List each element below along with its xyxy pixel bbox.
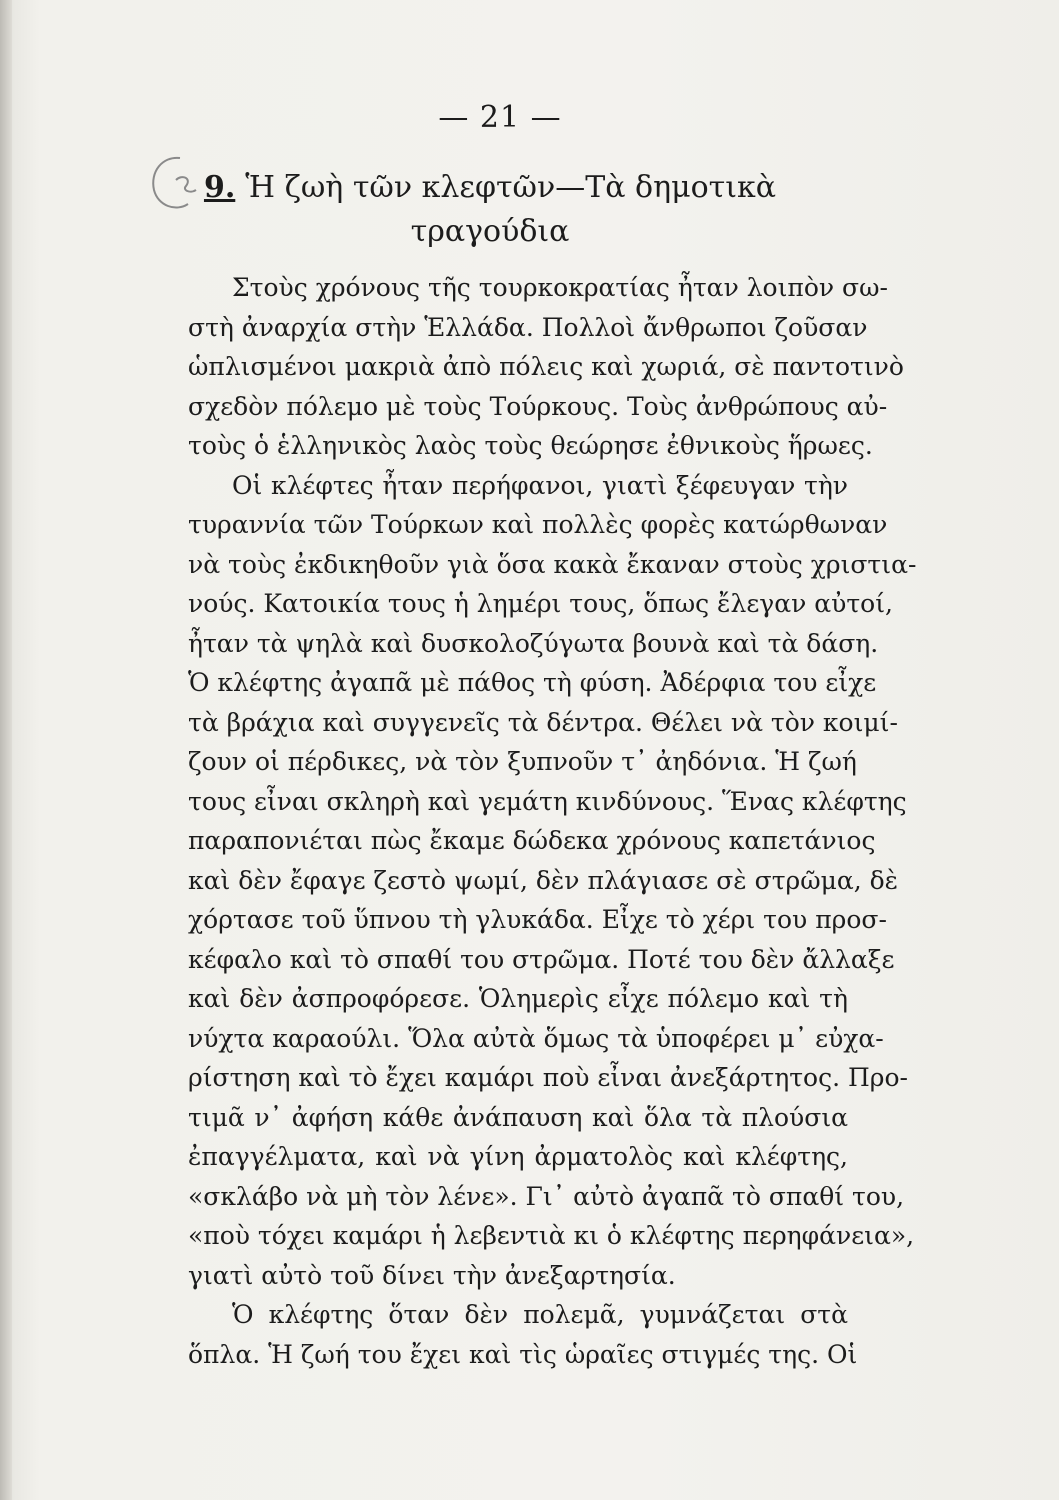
text-line: ἐπαγγέλματα, καὶ νὰ γίνη ἀρματολὸς καὶ κλέφτης, xyxy=(188,1142,848,1171)
text-line: παραπονιέται πὼς ἔκαμε δώδεκα χρόνους καπετάνιος xyxy=(188,826,876,855)
text-line: ὅπλα. Ἡ ζωή του ἔχει καὶ τὶς ὡραῖες στιγμές της. Οἱ xyxy=(188,1339,858,1369)
text-line: σχεδὸν πόλεμο μὲ τοὺς Τούρκους. Τοὺς ἀνθρώπους αὐ- xyxy=(188,391,888,421)
text-line: νύχτα καραούλι. Ὅλα αὐτὰ ὅμως τὰ ὑποφέρει μ᾿ εὐχα- xyxy=(188,1023,884,1053)
body-text xyxy=(188,268,917,1374)
text-line: «σκλάβο νὰ μὴ τὸν λένε». Γι᾿ αὐτὸ ἀγαπᾶ τὸ σπαθί του, xyxy=(188,1181,905,1211)
text-line: τὰ βράχια καὶ συγγενεῖς τὰ δέντρα. Θέλει νὰ τὸν κοιμί- xyxy=(188,707,898,737)
text-line: ἦταν τὰ ψηλὰ καὶ δυσκολοζύγωτα βουνὰ καὶ τὰ δάση. xyxy=(188,628,879,658)
text-line: καὶ δὲν ἔφαγε ζεστὸ ψωμί, δὲν πλάγιασε σὲ στρῶμα, δὲ xyxy=(188,865,899,895)
text-line: Στοὺς χρόνους τῆς τουρκοκρατίας ἦταν λοιπὸν σω- xyxy=(232,273,888,302)
text-line: «ποὺ τόχει καμάρι ἡ λεβεντιὰ κι ὁ κλέφτης περηφάνεια», xyxy=(188,1221,915,1250)
section-heading xyxy=(110,166,870,254)
text-line: νὰ τοὺς ἐκδικηθοῦν γιὰ ὅσα κακὰ ἔκαναν στοὺς χριστια- xyxy=(188,549,917,579)
text-line: ρίστηση καὶ τὸ ἔχει καμάρι ποὺ εἶναι ἀνεξάρτητος. Προ- xyxy=(188,1063,908,1092)
book-spine-shadow xyxy=(0,0,12,1500)
heading-title-part-1: Ἡ ζωὴ τῶν κλεφτῶν—Τὰ δημοτικὰ xyxy=(245,170,777,205)
text-line: ὡπλισμένοι μακριὰ ἀπὸ πόλεις καὶ χωριά, σὲ παντοτινὸ xyxy=(188,352,904,381)
text-line: Ὁ κλέφτης ἀγαπᾶ μὲ πάθος τὴ φύση. Ἀδέρφια του εἶχε xyxy=(188,668,877,697)
text-line: τοὺς ὁ ἑλληνικὸς λαὸς τοὺς θεώρησε ἐθνικοὺς ἥρωες. xyxy=(188,431,873,460)
text-line: νούς. Κατοικία τους ἡ λημέρι τους, ὅπως ἔλεγαν αὐτοί, xyxy=(188,589,893,618)
text-line: τους εἶναι σκληρὴ καὶ γεμάτη κινδύνους. Ἕνας κλέφτης xyxy=(188,786,907,816)
text-line: γιατὶ αὐτὸ τοῦ δίνει τὴν ἀνεξαρτησία. xyxy=(188,1260,676,1290)
text-line: Ὁ κλέφτης ὅταν δὲν πολεμᾶ, γυμνάζεται στὰ xyxy=(232,1300,848,1329)
text-line: χόρτασε τοῦ ὕπνου τὴ γλυκάδα. Εἶχε τὸ χέρι του προσ- xyxy=(188,905,887,934)
page-number: — 21 — xyxy=(438,100,562,135)
text-line: ζουν οἱ πέρδικες, νὰ τὸν ξυπνοῦν τ᾿ ἀηδόνια. Ἡ ζωή xyxy=(188,747,857,776)
text-line: τυραννία τῶν Τούρκων καὶ πολλὲς φορὲς κατώρθωναν xyxy=(188,510,888,539)
text-line: κέφαλο καὶ τὸ σπαθί του στρῶμα. Ποτέ του δὲν ἄλλαξε xyxy=(188,944,895,974)
text-line: Οἱ κλέφτες ἦταν περήφανοι, γιατὶ ξέφευγαν τὴν xyxy=(232,470,848,500)
text-line: τιμᾶ ν᾿ ἀφήση κάθε ἀνάπαυση καὶ ὅλα τὰ πλούσια xyxy=(188,1102,848,1132)
heading-line-1 xyxy=(110,166,870,210)
section-number: 9. xyxy=(203,170,236,205)
text-line: καὶ δὲν ἀσπροφόρεσε. Ὁλημερὶς εἶχε πόλεμο καὶ τὴ xyxy=(188,984,848,1013)
text-line: στὴ ἀναρχία στὴν Ἑλλάδα. Πολλοὶ ἄνθρωποι ζοῦσαν xyxy=(188,312,868,342)
heading-line-2: τραγούδια xyxy=(410,214,570,249)
